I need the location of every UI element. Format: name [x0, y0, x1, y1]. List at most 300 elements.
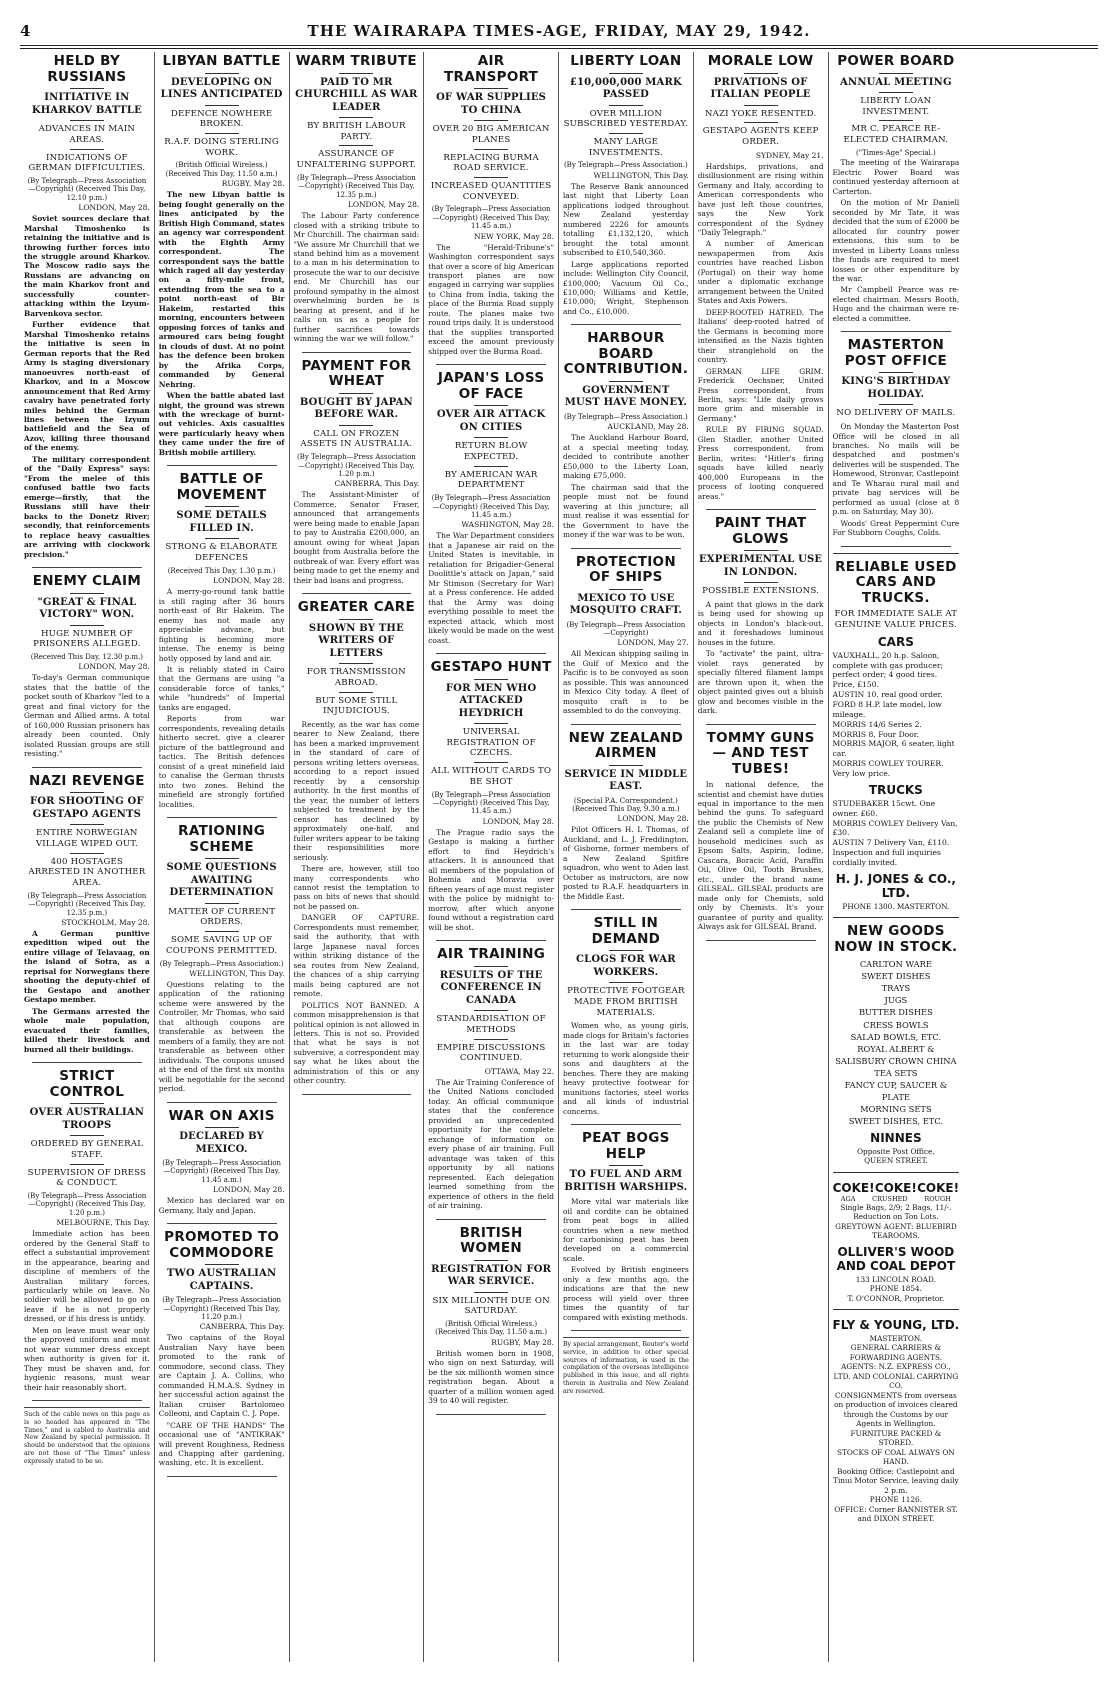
story-separator [167, 465, 277, 466]
story-paragraph: Further evidence that Marshal Timoshenko retains the initiative is seen in German reports that the Red Army is staging diversionary manoeuvres north-east of Kharkov, and in a Moscow announcement that Red Army cavalry have penetrated forty miles behind the German lines between the Izyum battlefield and the Sea of Azov, killing three thousand of the enemy. [24, 320, 150, 453]
story-subheading: EMPIRE DISCUSSIONS CONTINUED. [436, 1042, 546, 1064]
story-separator [436, 940, 546, 941]
story-body [428, 1349, 554, 1406]
trucks-heading: TRUCKS [868, 782, 923, 797]
truck-listing: STUDEBAKER 15cwt. One owner. £60. [832, 798, 936, 818]
headline-divider [339, 73, 373, 74]
headline-divider [205, 506, 239, 507]
story-paragraph: The War Department considers that a Japanese air raid on the United States is inevitable, in retaliation for Brigadier-General Doolittle's attack on Japan," said Mr Stimson (Secretary for War) at a Press conference. He added that the Army was doing everything possible to meet the expected attack, which most likely would be made on the west coast. [428, 531, 554, 645]
story-headline: AIR TRAINING [437, 946, 546, 963]
story-paragraph: The military correspondent of the "Daily Express" says: "From the melee of this confused battle two facts emerge—firstly, that the Russians still have their backs to the Donetz River; secondly, that reinforcements to replace heavy casualties are arriving with clockwork precision." [24, 454, 150, 559]
headline-divider [474, 120, 508, 121]
story-body [24, 673, 150, 758]
story-subheading: GESTAPO AGENTS KEEP ORDER. [702, 126, 819, 147]
goods-item: SWEET DISHES [861, 971, 931, 982]
story-subheading: 400 HOSTAGES ARRESTED IN ANOTHER AREA. [28, 856, 146, 889]
headline-divider [70, 1103, 104, 1104]
truck-list [833, 799, 960, 868]
goods-item: TEA SETS [874, 1067, 918, 1078]
story-subheading: £10,000,000 MARK PASSED [569, 76, 682, 101]
story-paragraph: A merry-go-round tank battle is still raging after 36 hours north-east of Bir Hakeim. The enemy has not made any appreciable advance, but fighting is becoming more intense. The enemy is being hotly opposed by land and air. [158, 587, 285, 663]
story-paragraph: The Germans arrested the whole male population, evacuated their families, killed their livestock and burned all their buildings. [24, 1006, 150, 1054]
story-body [833, 158, 960, 323]
depot-name: OLLIVER'S WOOD AND COAL DEPOT [836, 1244, 956, 1273]
story-body [159, 1196, 285, 1215]
story-subheading: OVER AIR ATTACK ON CITIES [436, 409, 546, 433]
headline-divider [474, 466, 508, 467]
headline-divider [70, 149, 104, 150]
story-separator [706, 940, 816, 941]
story-paragraph: Hardships, privations, and disillusionment are rising within Germany and Italy, according to American correspondents who have just left those countries, says the New York correspondent of the Sydney "Daily Telegraph." [697, 161, 824, 237]
headline-divider [474, 966, 508, 967]
headline-divider [474, 1010, 508, 1011]
news-story [159, 1230, 285, 1468]
goods-item: SWEET DISHES, ETC. [848, 1115, 944, 1126]
goods-item: ROYAL ALBERT & SALISBURY CROWN CHINA [835, 1043, 957, 1066]
wire-credit: (Received This Day, 12.30 p.m.) [30, 653, 144, 661]
carrier-detail: MASTERTON. [869, 1334, 923, 1343]
headline-divider [70, 853, 104, 854]
advert-tagline: FOR IMMEDIATE SALE AT GENUINE VALUE PRICES. [834, 609, 958, 630]
story-subheading: POSSIBLE EXTENSIONS. [702, 586, 820, 597]
story-subheading: ORDERED BY GENERAL STAFF. [30, 1139, 144, 1160]
news-story [24, 774, 150, 1054]
carrier-detail: OFFICE: Corner BANNISTER ST. and DIXON STREET. [834, 1504, 958, 1524]
headline-divider [474, 437, 508, 438]
wire-credit: (By Telegraph—Press Association—Copyright) [566, 620, 686, 637]
story-paragraph: The Auckland Harbour Board, at a special meeting today, decided to contribute another £50,000 to the Liberty Loan, making £75,000. [563, 433, 689, 481]
story-subheading: ASSURANCE OF UNFALTERING SUPPORT. [296, 149, 417, 171]
news-story [563, 916, 689, 1116]
shop-name: NINNES [870, 1130, 922, 1145]
story-subheading: EXPERIMENTAL USE IN LONDON. [698, 554, 823, 578]
story-subheading: R.A.F. DOING STERLING WORK. [164, 136, 279, 158]
story-separator [302, 593, 412, 594]
headline-divider [609, 73, 643, 74]
story-subheading: KING'S BIRTHDAY HOLIDAY. [841, 376, 951, 400]
story-paragraph: The Prague radio says the Gestapo is making a further effort to find Heydrich's attackers. It is announced that all members of the population of Bohemia and Moravia over fifteen years of age must register with the police by midnight to-morrow, after which anyone found without a registration card will be shot. [428, 827, 554, 932]
news-story [833, 54, 960, 323]
story-subheading: MR C. PEARCE RE-ELECTED CHAIRMAN. [843, 124, 949, 146]
story-subheading: OVER 20 BIG AMERICAN PLANES [432, 124, 550, 145]
story-paragraph: Large applications reported include: Wellington City Council, £100,000; Vacuum Oil Co., £10,000; Williams and Kettle, £10,000; Wright, Stephenson and Co., £10,000. [563, 259, 689, 316]
story-separator [167, 1476, 277, 1477]
headline-divider [205, 903, 239, 904]
news-story [428, 1226, 554, 1406]
wire-credit: (By Telegraph—Press Association—Copyright) (Received This Day, 11.45 a.m.) [162, 1159, 282, 1184]
goods-list [833, 958, 960, 1126]
coke-heading: COKE! [832, 1180, 875, 1195]
car-listing: MORRIS 14/6 Series 2. [832, 719, 922, 729]
story-headline: GESTAPO HUNT [430, 659, 552, 675]
story-headline: RATIONING SCHEME [178, 823, 266, 855]
story-separator [571, 724, 681, 725]
headline-divider [205, 1127, 239, 1128]
story-headline: PROTECTION OF SHIPS [575, 553, 676, 586]
story-body [294, 490, 420, 585]
news-story [159, 1109, 285, 1216]
story-paragraph: Immediate action has been ordered by the General Staff to effect a substantial improvement in the appearance, bearing and discipline of members of the Australian military forces, particularly while on leave. No soldier will be allowed to go on leave if he is not properly dressed, or if his dress is untidy. [24, 1229, 150, 1324]
wire-credit: (British Official Wireless.) (Received This Day, 11.50 a.m.) [165, 161, 278, 178]
story-body [698, 600, 824, 716]
story-separator [32, 1400, 142, 1401]
story-subheading: DECLARED BY MEXICO. [179, 1131, 264, 1155]
truck-listing: AUSTIN 7 Delivery Van, £110. [832, 838, 950, 848]
story-headline: POWER BOARD [837, 53, 955, 69]
news-story [563, 731, 689, 902]
car-listing: AUSTIN 10, real good order. [832, 690, 943, 700]
story-subheading: BUT SOME STILL INJUDICIOUS. [315, 695, 398, 717]
story-paragraph: Woods' Great Peppermint Cure For Stubborn Coughs, Colds. [832, 518, 960, 538]
story-subheading: NO DELIVERY OF MAILS. [836, 408, 956, 419]
dealer-contact: PHONE 1300. MASTERTON. [842, 901, 950, 911]
story-paragraph: GERMAN LIFE GRIM. Frederick Oechsner, United Press correspondent, from Berlin, says: "Life daily grows more grim and miserable in Germany." [697, 366, 824, 423]
story-paragraph: Two captains of the Royal Australian Navy have been promoted to the rank of commodore, second class. They are Captain J. A. Collins, who commanded H.M.A.S. Sydney in her successful action against the Italian cruiser Bartolomeo Colleoni, and Captain C. J. Pope. [158, 1333, 285, 1419]
story-subheading: "GREAT & FINAL VICTORY" WON. [37, 596, 137, 621]
story-paragraph: Questions relating to the application of the rationing scheme were answered by the Controller, Mr Thomas, who said that although coupons are transferable as between the members of a family, they are not transferable as between other individuals. The coupons unused at the end of the first six months will be negotiable for the second period. [158, 979, 285, 1094]
wire-credit: (By Telegraph—Press Association.) [563, 161, 688, 170]
wire-credit: (By Telegraph—Press Association—Copyright) (Received This Day, 11.45 a.m.) [431, 205, 551, 231]
story-paragraph: To-day's German communique states that the battle of the pocket south of Kharkov "led to a great and final victory for the German and Allied arms. A total of 160,000 Russian prisoners has already been counted. Only isolated Russian groups are still resisting." [24, 673, 150, 759]
dealer-name: H. J. JONES & CO., LTD. [835, 871, 956, 900]
news-story [428, 54, 554, 356]
dateline: LONDON, May 28. [78, 203, 150, 213]
story-subheading: FOR TRANSMISSION ABROAD. [306, 667, 406, 688]
story-headline: MORALE LOW [707, 53, 814, 69]
truck-listing: Inspection and full inquiries cordially invited. [832, 848, 941, 868]
dateline: NEW YORK, May 28. [474, 231, 554, 241]
story-subheading: ALL WITHOUT CARDS TO BE SHOT [431, 766, 552, 787]
story-paragraph: "CARE OF THE HANDS" The occasional use of "ANTIKRAK" will prevent Roughness, Redness and Chapping after gardening, washing, etc. It is excellent. [158, 1420, 285, 1468]
headline-divider [474, 149, 508, 150]
story-paragraph: Reports from war correspondents, revealing details hitherto secret, give a clearer picture of the battleground and tactics. The British defences consist of a great minefield laid to canalise the German thrusts into two zones. Behind the minefield are strongly fortified localities. [158, 714, 285, 809]
story-subheading: UNIVERSAL REGISTRATION OF CZECHS. [446, 727, 536, 759]
story-paragraph: Mexico has declared war on Germany, Italy and Japan. [158, 1196, 285, 1215]
news-story [428, 371, 554, 645]
news-story [698, 731, 824, 932]
goods-item: CARLTON WARE [859, 959, 932, 970]
advert-title: RELIABLE USED CARS AND TRUCKS. [835, 558, 957, 606]
story-subheading: PRIVATIONS OF ITALIAN PEOPLE [710, 76, 811, 101]
story-headline: PROMOTED TO COMMODORE [164, 1229, 280, 1261]
column-footnote: Such of the cable news on this page as is so headed has appeared in "The Times," and is cabled to Australia and New Zealand by special permission. It should be understood that the opinions are not those of "The Times" unless expressly stated to be so. [24, 1407, 150, 1465]
story-headline: GREATER CARE [297, 599, 415, 616]
headline-divider [205, 538, 239, 539]
story-headline: STILL IN DEMAND [591, 915, 661, 947]
story-subheading: ADVANCES IN MAIN AREAS. [38, 124, 136, 145]
wire-credit: (By Telegraph—Press Association—Copyright) (Received This Day, 11.45 a.m.) [431, 790, 551, 816]
dateline: CANBERRA, This Day. [334, 479, 420, 489]
news-story [24, 54, 150, 559]
news-columns [20, 52, 1098, 1662]
coke-heading: COKE! [917, 1180, 960, 1195]
headline-divider [474, 177, 508, 178]
dateline: LONDON, May 28. [482, 816, 554, 826]
goods-item: TRAYS [881, 983, 911, 994]
headline-divider [339, 619, 373, 620]
headline-divider [474, 1039, 508, 1040]
story-separator [436, 364, 546, 365]
story-paragraph: All Mexican shipping sailing in the Gulf of Mexico and the Pacific is to be convoyed as soon as possible. This was announced in Mexico City today. A fleet of mosquito craft is to be assembled to do the convoying. [563, 649, 689, 716]
story-body [159, 1333, 285, 1468]
wire-credit: ("Times-Age" Special.) [856, 148, 936, 157]
shop-address: QUEEN STREET. [864, 1156, 928, 1166]
story-headline: PEAT BOGS HELP [582, 1130, 670, 1162]
headline-divider [70, 1135, 104, 1136]
column-7 [829, 52, 964, 1662]
goods-item: FANCY CUP, SAUCER & PLATE [844, 1079, 948, 1102]
story-paragraph: A German punitive expedition wiped out the entire village of Telavaag, on the island of Sotra, as a reprisal for Norwegians there shooting the deputy-chief of the Gestapo and another Gestapo member. [24, 928, 150, 1005]
headline-divider [339, 145, 373, 146]
story-paragraph: The new Libyan battle is being fought generally on the lines anticipated by the British High Command, states an agency war correspondent with the Eighth Army correspondent. The correspondent says the battle which raged all day yesterday on a fifty-mile front, extending from the sea to a point north-east of Bir Hakeim, restarted this morning, encounters between opposing forces of tanks and armoured cars being fought in clouds of dust. At no point has the defence been broken by the Afrika Corps, commanded by General Nehring. [158, 190, 285, 389]
story-separator [841, 546, 952, 547]
dateline: RUGBY, May 28. [491, 1337, 554, 1347]
story-paragraph: There are, however, still too many correspondents who cannot resist the temptation to pass on bits of news that should not be passed on. [293, 864, 420, 911]
story-subheading: BY AMERICAN WAR DEPARTMENT [444, 469, 538, 491]
story-subheading: FOR SHOOTING OF GESTAPO AGENTS [29, 796, 144, 820]
story-paragraph: The Assistant-Minister of Commerce, Senator Fraser, announced that arrangements were being made to enable Japan to pay to Australia £200,000, an amount owing for wheat Japan bought from Australia before the outbreak of war. Every effort was being made to get the enemy and their bad loans and progress. [293, 490, 420, 585]
news-story [159, 472, 285, 809]
story-subheading: PAID TO MR CHURCHILL AS WAR LEADER [295, 76, 418, 113]
coke-grades [833, 1195, 960, 1203]
story-headline: MASTERTON POST OFFICE [844, 337, 948, 369]
story-body [563, 825, 689, 901]
headline-divider [205, 73, 239, 74]
wire-credit: (By Telegraph—Press Association—Copyright) (Received This Day, 11.20 p.m.) [162, 1296, 282, 1321]
story-separator [841, 331, 952, 332]
car-listing: MORRIS COWLEY TOURER. Very low price. [832, 759, 944, 779]
story-headline: AIR TRANSPORT [444, 53, 539, 85]
story-subheading: ENTIRE NORWEGIAN VILLAGE WIPED OUT. [35, 828, 138, 849]
truck-listing: MORRIS COWLEY Delivery Van, £30. [832, 818, 958, 838]
news-story [294, 54, 420, 344]
carrier-detail: Booking Office: Castlepoint and Tinui Motor Service, leaving daily 2 p.m. [833, 1466, 959, 1495]
story-body [24, 929, 150, 1054]
story-paragraph: Evolved by British engineers only a few months ago, the indications are that the new process will yield over three times the quantity of tar compared with existing methods. [563, 1265, 689, 1322]
headline-divider [70, 625, 104, 626]
wire-credit: (By Telegraph—Press Association.) [159, 959, 284, 968]
story-body [698, 780, 824, 932]
story-headline: HARBOUR BOARD CONTRIBUTION. [563, 330, 689, 378]
dateline: OTTAWA, May 22. [484, 1066, 554, 1076]
coke-advert [833, 1172, 960, 1303]
story-headline: PAINT THAT GLOWS [714, 515, 807, 547]
column-4 [424, 52, 559, 1662]
headline-divider [744, 122, 778, 123]
used-cars-advert [833, 553, 960, 912]
cars-heading: CARS [877, 634, 914, 649]
newspaper-title: THE WAIRARAPA TIMES-AGE, FRIDAY, MAY 29, 1942. [307, 22, 811, 40]
news-story [428, 947, 554, 1211]
story-headline: JAPAN'S LOSS OF FACE [437, 370, 545, 402]
goods-item: SALAD BOWLS, ETC. [850, 1031, 942, 1042]
carrier-detail: CONSIGNMENTS from overseas on production of invoices cleared through the Customs by our Agents in Wellington. [834, 1390, 958, 1429]
story-paragraph: The Reserve Bank announced last night that Liberty Loan applications lodged throughout New Zealand yesterday numbered 2226 for amounts totalling £1,132,120, which brought the total amount subscribed to £10,540,360. [563, 181, 689, 258]
story-body [698, 162, 824, 501]
goods-item: CRESS BOWLS [863, 1019, 929, 1030]
column-5 [559, 52, 694, 1662]
dateline: LONDON, May 27. [617, 638, 689, 648]
story-paragraph: The chairman said that the people must not be found wavering at this juncture; all must realise it was essential for the Government to have the money if the war was to be won. [563, 482, 689, 540]
story-subheading: STRONG & ELABORATE DEFENCES [165, 542, 278, 564]
story-separator [571, 324, 681, 325]
headline-divider [339, 393, 373, 394]
coke-reduction: Reduction on Ton Lots. [853, 1212, 939, 1222]
story-body [563, 649, 689, 715]
story-separator [167, 817, 277, 818]
dateline: WELLINGTON, This Day. [593, 170, 689, 180]
story-paragraph: Recently, as the war has come nearer to New Zealand, there has been a marked improvement in the standard of care of persons writing letters overseas, according to a report issued recently by a censorship authority. In the first months of the year, the number of letters subjected to treatment by the censor has declined by approximately one-half, and fuller writers appear to be taking their responsibilities more seriously. [293, 720, 420, 862]
story-paragraph: On Monday the Masterton Post Office will be closed in all branches. No mails will be despatched and postmen's deliveries will be suspended. The Homewood, Stronvar, Castlepoint and Te Wharau rural mail and private bag services will be performed as usual (close at 8 p.m. on Saturday, May 30). [832, 422, 960, 517]
wire-credit: (By Telegraph—Press Association—Copyright) (Received This Day, 1.20 p.m.) [296, 453, 416, 478]
story-body [833, 422, 960, 538]
story-subheading: SOME DETAILS FILLED IN. [176, 510, 267, 534]
story-headline: HELD BY RUSSIANS [47, 53, 127, 85]
headline-divider [474, 723, 508, 724]
news-story [24, 1069, 150, 1392]
story-subheading: BY BRITISH LABOUR PARTY. [307, 121, 406, 142]
story-body [428, 828, 554, 932]
story-paragraph: Pilot Officers H. I. Thomas, of Auckland, and L. J. Freddington, of Gisborne, former members of a New Zealand Spitfire squadron, who went to Aden last October as instructors, are now posted to R.A.F. headquarters in the Middle East. [563, 825, 689, 901]
column-2 [155, 52, 290, 1662]
story-body [294, 211, 420, 344]
headline-divider [70, 824, 104, 825]
story-subheading: BOUGHT BY JAPAN BEFORE WAR. [299, 396, 413, 421]
greytown-agent: GREYTOWN AGENT: BLUEBIRD TEAROOMS. [835, 1221, 957, 1241]
headline-divider [339, 663, 373, 664]
story-subheading: STANDARDISATION OF METHODS [436, 1014, 546, 1035]
headline-divider [474, 679, 508, 680]
story-subheading: INCREASED QUANTITIES CONVEYED. [430, 180, 552, 202]
dateline: LONDON, May 28. [213, 1185, 285, 1195]
depot-detail: T. O'CONNOR, Proprietor. [847, 1293, 945, 1303]
news-story [24, 574, 150, 759]
headline-divider [879, 120, 913, 121]
news-story [159, 824, 285, 1093]
story-subheading: RETURN BLOW EXPECTED. [454, 441, 528, 462]
headline-divider [339, 425, 373, 426]
story-separator [706, 724, 816, 725]
story-separator [32, 1062, 142, 1063]
carrier-name: FLY & YOUNG, LTD. [832, 1318, 960, 1332]
wire-credit: (By Telegraph—Press Association—Copyright) (Received This Day, 12.10 p.m.) [27, 176, 147, 202]
headline-divider [609, 133, 643, 134]
shop-address: Opposite Post Office, [857, 1146, 935, 1156]
story-body [563, 1021, 689, 1116]
headline-divider [609, 105, 643, 106]
story-paragraph: On the motion of Mr Daniell seconded by Mr Tate, it was decided that the sum of £2000 be allocated for country power extensions, this sum to be invested in Liberty Loans unless the funds are required to meet losses or other expenditure by the war. [832, 198, 960, 283]
headline-divider [609, 589, 643, 590]
headline-divider [339, 117, 373, 118]
story-headline: WARM TRIBUTE [295, 53, 417, 69]
coke-headings [833, 1181, 960, 1195]
story-paragraph: DEEP-ROOTED HATRED. The Italians' deep-rooted hatred of the Germans is becoming more intensified as the Nazis tighten their stranglehold on the country. [697, 307, 824, 365]
coke-prices: Single Bags, 2/9; 2 Bags, 11/-. [840, 1202, 952, 1212]
headline-divider [879, 404, 913, 405]
headline-divider [879, 73, 913, 74]
story-subheading: RESULTS OF THE CONFERENCE IN CANADA [439, 969, 543, 1006]
story-subheading: SOME SAVING UP OF COUPONS PERMITTED. [165, 935, 278, 956]
wire-credit: (By Telegraph—Press Association—Copyright) (Received This Day, 11.45 a.m.) [431, 494, 551, 519]
depot-detail: PHONE 1854. [869, 1284, 922, 1294]
story-headline: PAYMENT FOR WHEAT [301, 357, 412, 390]
story-paragraph: DANGER OF CAPTURE. Correspondents must remember, said the authority, that with large Japanese naval forces within striking distance of the sea routes from New Zealand, the chances of a ship carrying mails being captured are not remote. [293, 913, 420, 999]
story-paragraph: RULE BY FIRING SQUAD. Glen Stadler, another United Press correspondent, from Berlin, writes: "Hitler's firing squads have killed nearly 400,000 Europeans in the process of looting conquered areas." [697, 425, 824, 501]
carrier-detail: AGENTS: N.Z. EXPRESS CO., LTD. AND COLONIAL CARRYING CO. [833, 1362, 959, 1391]
goods-item: JUGS [884, 995, 908, 1006]
dateline: AUCKLAND, May 28. [607, 422, 689, 432]
dateline: SYDNEY, May 21. [755, 150, 824, 160]
story-headline: NAZI REVENGE [29, 772, 145, 789]
wire-credit: (Received This Day, 1.30 p.m.) [167, 566, 276, 575]
story-headline: STRICT CONTROL [49, 1068, 125, 1100]
goods-item: BUTTER DISHES [858, 1007, 933, 1018]
headline-divider [70, 1164, 104, 1165]
dateline: LONDON, May 28. [78, 662, 150, 672]
story-body [159, 980, 285, 1094]
story-subheading: CALL ON FROZEN ASSETS IN AUSTRALIA. [300, 428, 413, 450]
story-subheading: INITIATIVE IN KHARKOV BATTLE [31, 92, 142, 116]
story-paragraph: It is reliably stated in Cairo that the Germans are using "a considerable force of tanks," while "hundreds" of Imperial tanks are engaged. [158, 665, 285, 712]
story-separator [706, 509, 816, 510]
headline-divider [70, 593, 104, 594]
car-listing: FORD 8 H.P. late model, low mileage. [832, 700, 942, 719]
page-number: 4 [20, 22, 31, 40]
news-story [698, 516, 824, 715]
dateline: STOCKHOLM, May 28. [61, 917, 150, 927]
carriers-advert [833, 1309, 960, 1524]
column-1 [20, 52, 155, 1662]
dateline: WELLINGTON, This Day. [189, 968, 285, 978]
carrier-detail: PHONE 1126. [869, 1495, 922, 1505]
story-subheading: NAZI YOKE RESENTED. [704, 108, 817, 119]
carrier-detail: STOCKS OF COAL ALWAYS ON HAND. [837, 1447, 955, 1467]
story-subheading: SUPERVISION OF DRESS & CONDUCT. [27, 1167, 147, 1189]
story-separator [167, 1102, 277, 1103]
story-body [428, 531, 554, 645]
headline-divider [744, 73, 778, 74]
carrier-detail: FURNITURE PACKED & STORED. [850, 1428, 942, 1448]
car-listing: VAUXHALL, 20 h.p. Saloon, complete with gas producer; perfect order; 4 good tires. Price, £150. [832, 650, 944, 690]
car-listing: MORRIS MAJOR, 6 seater, light car. [832, 739, 955, 759]
headline-divider [205, 1264, 239, 1265]
story-separator [436, 1219, 546, 1220]
column-6 [694, 52, 829, 1662]
story-paragraph: The Air Training Conference of the United Nations concluded today. An official communique states that the conference provided an unprecedented opportunity for the complete exchange of information on every phase of air training. Full advantage was taken of this opportunity by all nations represented. Each delegation learned something from the experience of others in the field of air training. [428, 1077, 554, 1211]
news-story [563, 555, 689, 716]
story-separator [571, 548, 681, 549]
story-headline: LIBERTY LOAN [570, 53, 682, 69]
wire-credit: (British Official Wireless.) (Received This Day, 11.50 a.m.) [435, 1320, 548, 1337]
story-subheading: MATTER OF CURRENT ORDERS. [168, 906, 276, 928]
dateline: RUGBY, May 28. [221, 179, 285, 189]
dateline: CANBERRA, This Day. [199, 1322, 285, 1332]
story-paragraph: In national defence, the scientist and chemist have duties equal in importance to the men behind the guns. To safeguard the public the Chemists of New Zealand sell a complete line of household medicines such as Epsom Salts, Aspirin, Iodine, Cascara, Boracic Acid, Paraffin Oil, Olive Oil, Tooth Brushes, etc., under the brand name GILSEAL. GILSEAL products are made only for Chemists, sold only by Chemists. It's your guarantee of purity and quality. Always ask for GILSEAL Brand. [697, 780, 824, 932]
headline-divider [609, 950, 643, 951]
story-subheading: PROTECTIVE FOOTGEAR MADE FROM BRITISH MATERIALS. [567, 986, 685, 1018]
headline-divider [474, 405, 508, 406]
story-subheading: REGISTRATION FOR WAR SERVICE. [431, 1263, 552, 1288]
coke-heading: COKE! [874, 1180, 917, 1195]
headline-divider [70, 792, 104, 793]
news-story [428, 660, 554, 932]
story-separator [571, 909, 681, 910]
car-list [833, 651, 960, 779]
story-subheading: ANNUAL MEETING [840, 76, 952, 88]
story-subheading: REPLACING BURMA ROAD SERVICE. [443, 152, 539, 174]
story-subheading: DEFENCE NOWHERE BROKEN. [170, 108, 273, 130]
story-subheading: LIBERTY LOAN INVESTMENT. [860, 96, 932, 117]
